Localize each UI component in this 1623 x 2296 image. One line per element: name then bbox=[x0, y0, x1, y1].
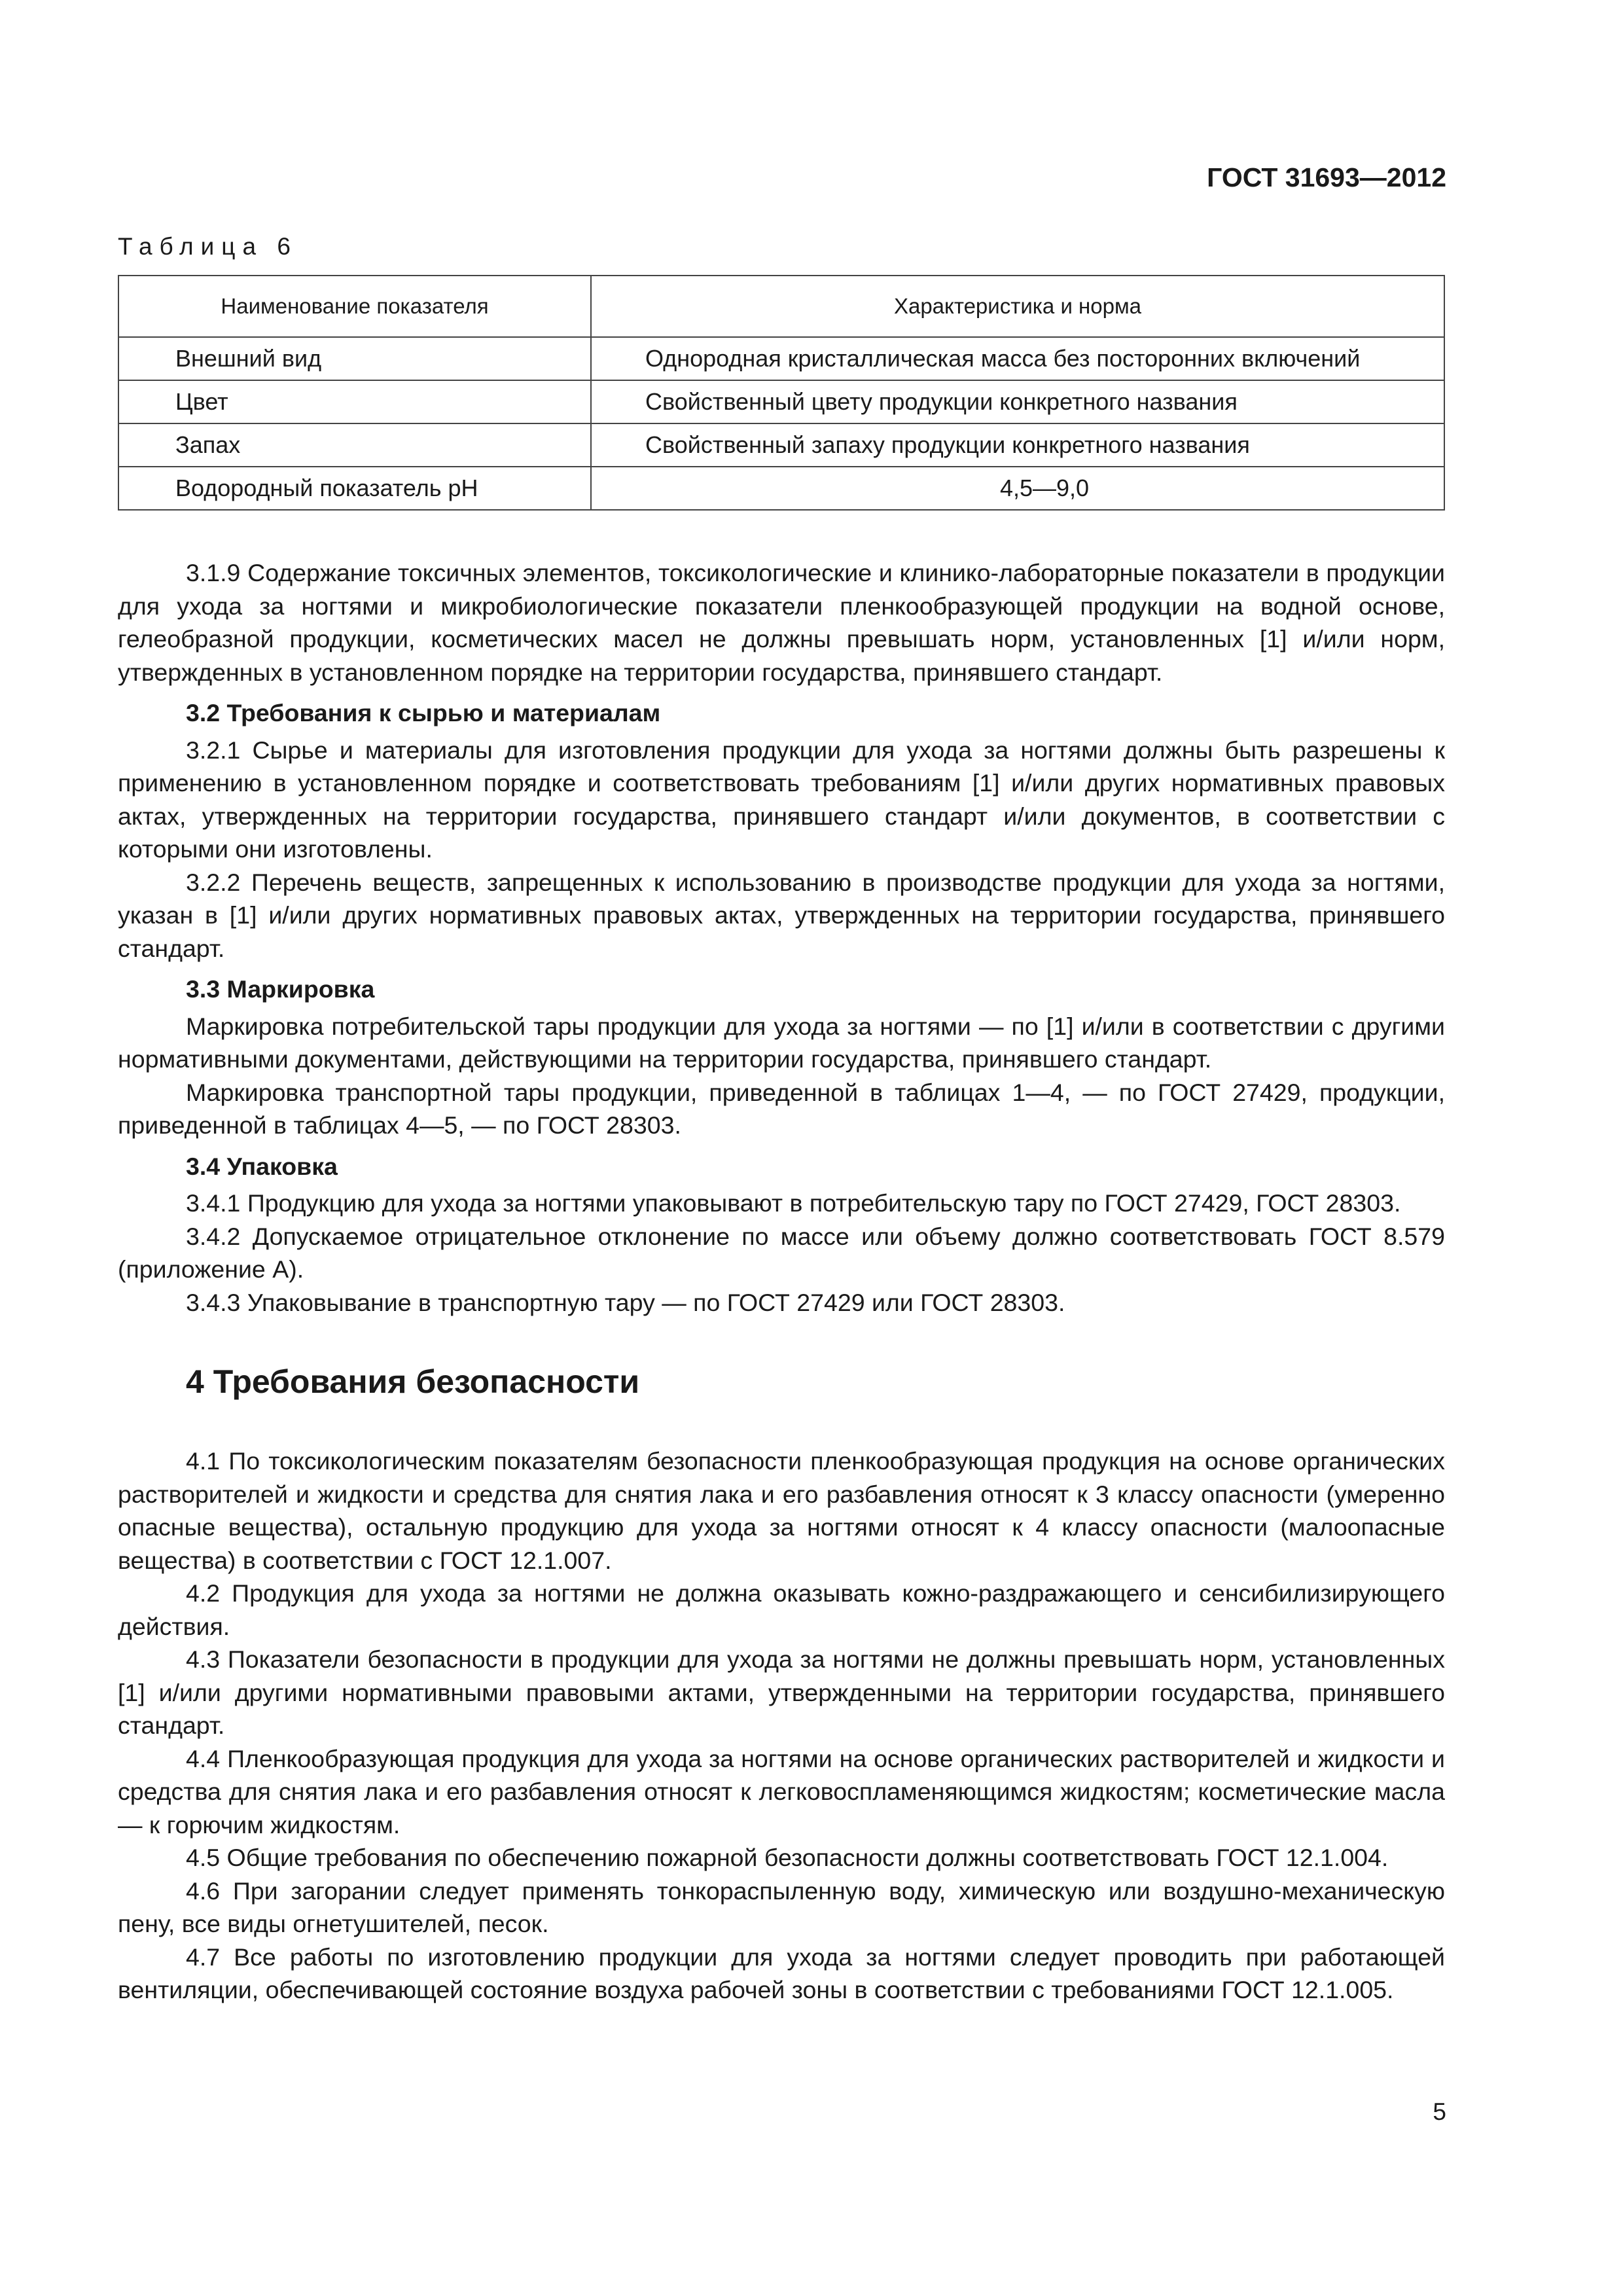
section-heading-3-4: 3.4 Упаковка bbox=[186, 1152, 338, 1180]
table-row bbox=[118, 337, 1444, 380]
paragraph-4-4: 4.4 Пленкообразующая продукция для ухода за ногтями на основе органических растворителей и жидкости и средства для снятия лака и его разбавления относят к легковоспламеняющимся жидкостям; косметические масла — к горючим жидкостям. bbox=[118, 1744, 1445, 1839]
table-cell-norm: Свойственный запаху продукции конкретного названия bbox=[591, 423, 1444, 467]
table-row bbox=[118, 380, 1444, 423]
paragraph-3-2-2: 3.2.2 Перечень веществ, запрещенных к использованию в производстве продукции для ухода за ногтями, указан в [1] и/или других нормативных правовых актах, утвержденных на территории государства, принявшего стандарт. bbox=[118, 868, 1445, 962]
paragraph-4-6: 4.6 При загорании следует применять тонкораспыленную воду, химическую или воздушно-механическую пену, все виды огнетушителей, песок. bbox=[118, 1876, 1445, 1937]
paragraph-3-4-1: 3.4.1 Продукцию для ухода за ногтями упаковывают в потребительскую тару по ГОСТ 27429, ГОСТ 28303. bbox=[186, 1189, 1401, 1217]
paragraph-4-7: 4.7 Все работы по изготовлению продукции для ухода за ногтями следует проводить при работающей вентиляции, обеспечивающей состояние воздуха рабочей зоны в соответствии с требованиями ГОСТ 12.1.005. bbox=[118, 1943, 1445, 2003]
paragraph-3-4-2: 3.4.2 Допускаемое отрицательное отклонение по массе или объему должно соответствовать ГОСТ 8.579 (приложение А). bbox=[118, 1222, 1445, 1283]
table-cell-norm: Однородная кристаллическая масса без посторонних включений bbox=[591, 337, 1444, 380]
table-cell-indicator: Запах bbox=[118, 423, 591, 467]
table-cell-indicator: Водородный показатель pH bbox=[118, 467, 591, 510]
table-row bbox=[118, 467, 1444, 510]
section-heading-3-3: 3.3 Маркировка bbox=[186, 975, 375, 1003]
table-row bbox=[118, 423, 1444, 467]
table-cell-indicator: Внешний вид bbox=[118, 337, 591, 380]
page-number: 5 bbox=[1433, 2098, 1446, 2125]
paragraph-3-2-1: 3.2.1 Сырье и материалы для изготовления продукции для ухода за ногтями должны быть разрешены к применению в установленном порядке и соответствовать требованиям [1] и/или других нормативных правовых актах, утвержденных на территории государства, принявшего стандарт и/или документов, в соответствии с которыми они изготовлены. bbox=[118, 736, 1445, 863]
table-caption: Таблица 6 bbox=[118, 233, 298, 260]
paragraph-4-5: 4.5 Общие требования по обеспечению пожарной безопасности должны соответствовать ГОСТ 12.1.004. bbox=[186, 1844, 1389, 1871]
indicators-table bbox=[118, 275, 1445, 511]
paragraph-4-1: 4.1 По токсикологическим показателям безопасности пленкообразующая продукция на основе органических растворителей и жидкости и средства для снятия лака и его разбавления относят к 3 классу опасности (умеренно опасные вещества), остальную продукцию для ухода за ногтями относят к 4 классу опасности (малоопасные вещества) в соответствии с ГОСТ 12.1.007. bbox=[118, 1447, 1445, 1574]
column-header-indicator: Наименование показателя bbox=[118, 276, 591, 337]
document-body bbox=[118, 556, 1445, 2007]
table-cell-indicator: Цвет bbox=[118, 380, 591, 423]
paragraph-3-3-transport-marking: Маркировка транспортной тары продукции, приведенной в таблицах 1—4, — по ГОСТ 27429, продукции, приведенной в таблицах 4—5, — по ГОСТ 28303. bbox=[118, 1078, 1445, 1139]
table-cell-norm: Свойственный цвету продукции конкретного названия bbox=[591, 380, 1444, 423]
section-heading-4: 4 Требования безопасности bbox=[186, 1363, 640, 1400]
document-code: ГОСТ 31693—2012 bbox=[1207, 162, 1446, 192]
paragraph-4-2: 4.2 Продукция для ухода за ногтями не должна оказывать кожно-раздражающего и сенсибилизирующего действия. bbox=[118, 1579, 1445, 1640]
section-heading-3-2: 3.2 Требования к сырью и материалам bbox=[186, 699, 661, 726]
table-header-row bbox=[118, 276, 1444, 337]
paragraph-3-3-consumer-marking: Маркировка потребительской тары продукции для ухода за ногтями — по [1] и/или в соответствии с другими нормативными документами, действующими на территории государства, принявшего стандарт. bbox=[118, 1012, 1445, 1073]
paragraph-3-4-3: 3.4.3 Упаковывание в транспортную тару — по ГОСТ 27429 или ГОСТ 28303. bbox=[186, 1288, 1065, 1316]
column-header-norm: Характеристика и норма bbox=[591, 276, 1444, 337]
paragraph-4-3: 4.3 Показатели безопасности в продукции для ухода за ногтями не должны превышать норм, установленных [1] и/или другими нормативными правовыми актами, утвержденными на территории государства, принявшего стандарт. bbox=[118, 1645, 1445, 1739]
paragraph-3-1-9: 3.1.9 Содержание токсичных элементов, токсикологические и клинико-лабораторные показатели в продукции для ухода за ногтями и микробиологические показатели пленкообразующей продукции на водной основе, гелеобразной продукции, косметических масел не должны превышать норм, установленных [1] и/или норм, утвержденных в установленном порядке на территории государства, принявшего стандарт. bbox=[118, 559, 1445, 686]
table-cell-norm: 4,5—9,0 bbox=[591, 467, 1444, 510]
